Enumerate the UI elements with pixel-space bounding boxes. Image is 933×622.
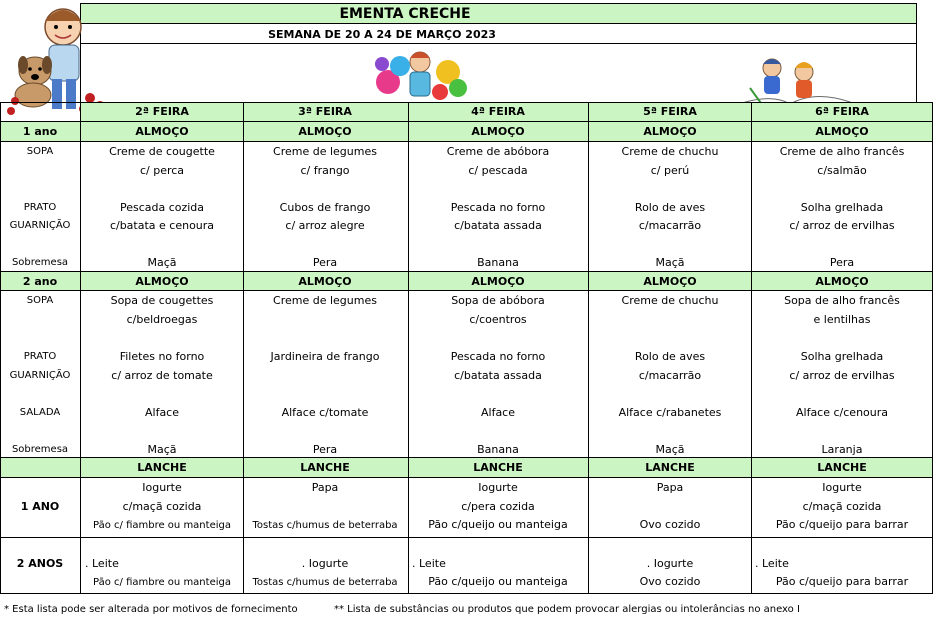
footnote-allergens: ** Lista de substâncias ou produtos que podem provocar alergias ou intolerâncias no anexo I [334, 604, 800, 615]
cell-prato: Pescada no forno [450, 201, 546, 214]
meal-header: ALMOÇO [298, 275, 352, 288]
cell-lanche: Pão c/queijo ou manteiga [428, 518, 568, 531]
cell-prato: Pescada no forno [450, 350, 546, 363]
meal-header: LANCHE [137, 461, 187, 474]
cell-sobremesa: Maçã [147, 256, 177, 269]
cell-prato: Pescada cozida [119, 201, 205, 214]
cell-sopa-extra: c/ frango [300, 164, 350, 177]
page-title: EMENTA CRECHE [339, 6, 471, 22]
meal-header: ALMOÇO [135, 275, 189, 288]
cell-prato: Jardineira de frango [270, 350, 380, 363]
cell-lanche: . Leite [755, 557, 789, 570]
cell-lanche: Papa [656, 481, 684, 494]
cell-sopa-extra: c/ perca [139, 164, 185, 177]
cell-sopa: Sopa de abóbora [451, 294, 545, 307]
row-label-sopa: SOPA [26, 146, 54, 157]
cell-lanche: c/maçã cozida [802, 500, 882, 513]
cell-prato: Solha grelhada [800, 201, 884, 214]
cell-sopa: Creme de alho francês [779, 145, 905, 158]
cell-sopa-extra: c/beldroegas [126, 313, 198, 326]
cell-sopa: Creme de chuchu [621, 145, 719, 158]
meal-header: LANCHE [645, 461, 695, 474]
cell-lanche: Ovo cozido [639, 575, 701, 588]
cell-sopa-extra: c/ perú [650, 164, 690, 177]
painting-girl-illustration [370, 44, 470, 104]
grid-line [751, 102, 752, 593]
meal-header: ALMOÇO [815, 125, 869, 138]
cell-sobremesa: Pera [829, 256, 855, 269]
grid-line [0, 102, 1, 593]
day-header: 5ª FEIRA [643, 105, 697, 118]
cell-lanche: Pão c/ fiambre ou manteiga [93, 520, 231, 531]
cell-guarnicao: c/ arroz de ervilhas [789, 369, 895, 382]
cell-guarnicao: c/ arroz de ervilhas [789, 219, 895, 232]
cell-guarnicao: c/batata e cenoura [109, 219, 215, 232]
cell-lanche: . Leite [85, 557, 119, 570]
cell-prato: Filetes no forno [119, 350, 205, 363]
footnote-supply: * Esta lista pode ser alterada por motivos de fornecimento [4, 604, 298, 615]
cell-lanche: Pão c/queijo ou manteiga [428, 575, 568, 588]
grid-line [408, 102, 409, 593]
row-label-prato: PRATO [23, 351, 57, 362]
cell-salada: Alface c/rabanetes [618, 406, 722, 419]
cell-sobremesa: Banana [477, 256, 519, 269]
cell-sopa-extra: c/ pescada [468, 164, 528, 177]
cell-lanche: c/maçã cozida [122, 500, 202, 513]
meal-header: ALMOÇO [815, 275, 869, 288]
meal-header: LANCHE [473, 461, 523, 474]
day-header: 6ª FEIRA [815, 105, 869, 118]
grid-line [0, 537, 933, 538]
cell-lanche: Tostas c/humus de beterraba [252, 520, 398, 531]
row-label-sobremesa: Sobremesa [11, 444, 69, 455]
cell-prato: Cubos de frango [279, 201, 371, 214]
cell-guarnicao: c/macarrão [638, 219, 702, 232]
day-header: 2ª FEIRA [135, 105, 189, 118]
row-label-guarnicao: GUARNIÇÃO [9, 220, 71, 231]
row-label-salada: SALADA [19, 407, 61, 418]
cell-guarnicao: c/ arroz alegre [285, 219, 365, 232]
cell-lanche: Papa [311, 481, 339, 494]
cell-prato: Solha grelhada [800, 350, 884, 363]
cell-lanche: . Iogurte [646, 557, 694, 570]
cell-guarnicao: c/batata assada [454, 219, 542, 232]
section1-label: 1 ano [22, 125, 58, 138]
cell-sobremesa: Banana [477, 443, 519, 456]
meal-header: ALMOÇO [471, 275, 525, 288]
cell-guarnicao: c/ arroz de tomate [111, 369, 213, 382]
row-label-sopa: SOPA [26, 295, 54, 306]
meal-header: LANCHE [817, 461, 867, 474]
cell-lanche: Pão c/ fiambre ou manteiga [93, 577, 231, 588]
meal-header: ALMOÇO [471, 125, 525, 138]
cell-sopa-extra: c/salmão [817, 164, 867, 177]
cell-sopa: Creme de cougette [109, 145, 215, 158]
cell-sopa-extra: e lentilhas [813, 313, 871, 326]
child-with-dog-illustration [5, 3, 110, 118]
row-label-sobremesa: Sobremesa [11, 257, 69, 268]
cell-sopa: Creme de legumes [273, 294, 377, 307]
cell-sopa: Sopa de alho francês [784, 294, 900, 307]
cell-sobremesa: Maçã [147, 443, 177, 456]
row-label-2-anos: 2 ANOS [16, 557, 64, 570]
grid-line [0, 141, 933, 142]
cell-salada: Alface [144, 406, 180, 419]
grid-line [243, 102, 244, 593]
cell-salada: Alface c/tomate [281, 406, 369, 419]
week-subtitle: SEMANA DE 20 A 24 DE MARÇO 2023 [268, 28, 496, 41]
cell-guarnicao: c/macarrão [638, 369, 702, 382]
cell-prato: Rolo de aves [634, 350, 706, 363]
row-label-prato: PRATO [23, 202, 57, 213]
cell-sobremesa: Maçã [655, 443, 685, 456]
cell-sopa: Creme de abóbora [446, 145, 550, 158]
subtitle-bar [80, 24, 917, 44]
cell-salada: Alface [480, 406, 516, 419]
cell-lanche: Tostas c/humus de beterraba [252, 577, 398, 588]
meal-header: ALMOÇO [643, 125, 697, 138]
cell-lanche: . Leite [412, 557, 446, 570]
cell-salada: Alface c/cenoura [795, 406, 889, 419]
grid-line [0, 290, 933, 291]
day-header: 4ª FEIRA [471, 105, 525, 118]
title-bar [80, 3, 917, 24]
meal-header: LANCHE [300, 461, 350, 474]
grid-line [588, 102, 589, 593]
cell-sobremesa: Pera [312, 443, 338, 456]
meal-header: ALMOÇO [298, 125, 352, 138]
cell-sopa-extra: c/coentros [469, 313, 527, 326]
cell-sobremesa: Maçã [655, 256, 685, 269]
cell-lanche: . Iogurte [301, 557, 349, 570]
row-label-guarnicao: GUARNIÇÃO [9, 370, 71, 381]
cell-guarnicao: c/batata assada [454, 369, 542, 382]
grid-line [0, 593, 933, 594]
cell-sopa: Creme de chuchu [621, 294, 719, 307]
section2-label: 2 ano [22, 275, 58, 288]
cell-sopa: Creme de legumes [273, 145, 377, 158]
grid-line [80, 102, 81, 593]
row-label-1-ano: 1 ANO [20, 500, 60, 513]
grid-line [0, 477, 933, 478]
cell-lanche: Pão c/queijo para barrar [775, 518, 909, 531]
meal-header: ALMOÇO [643, 275, 697, 288]
day-header: 3ª FEIRA [298, 105, 352, 118]
cell-sobremesa: Laranja [821, 443, 863, 456]
cell-sobremesa: Pera [312, 256, 338, 269]
cell-lanche: Pão c/queijo para barrar [775, 575, 909, 588]
meal-header: ALMOÇO [135, 125, 189, 138]
cell-lanche: Ovo cozido [639, 518, 701, 531]
cell-prato: Rolo de aves [634, 201, 706, 214]
cell-sopa: Sopa de cougettes [110, 294, 214, 307]
cell-lanche: Iogurte [142, 481, 182, 494]
cell-lanche: Iogurte [478, 481, 518, 494]
cell-lanche: c/pera cozida [461, 500, 535, 513]
cell-lanche: Iogurte [822, 481, 862, 494]
